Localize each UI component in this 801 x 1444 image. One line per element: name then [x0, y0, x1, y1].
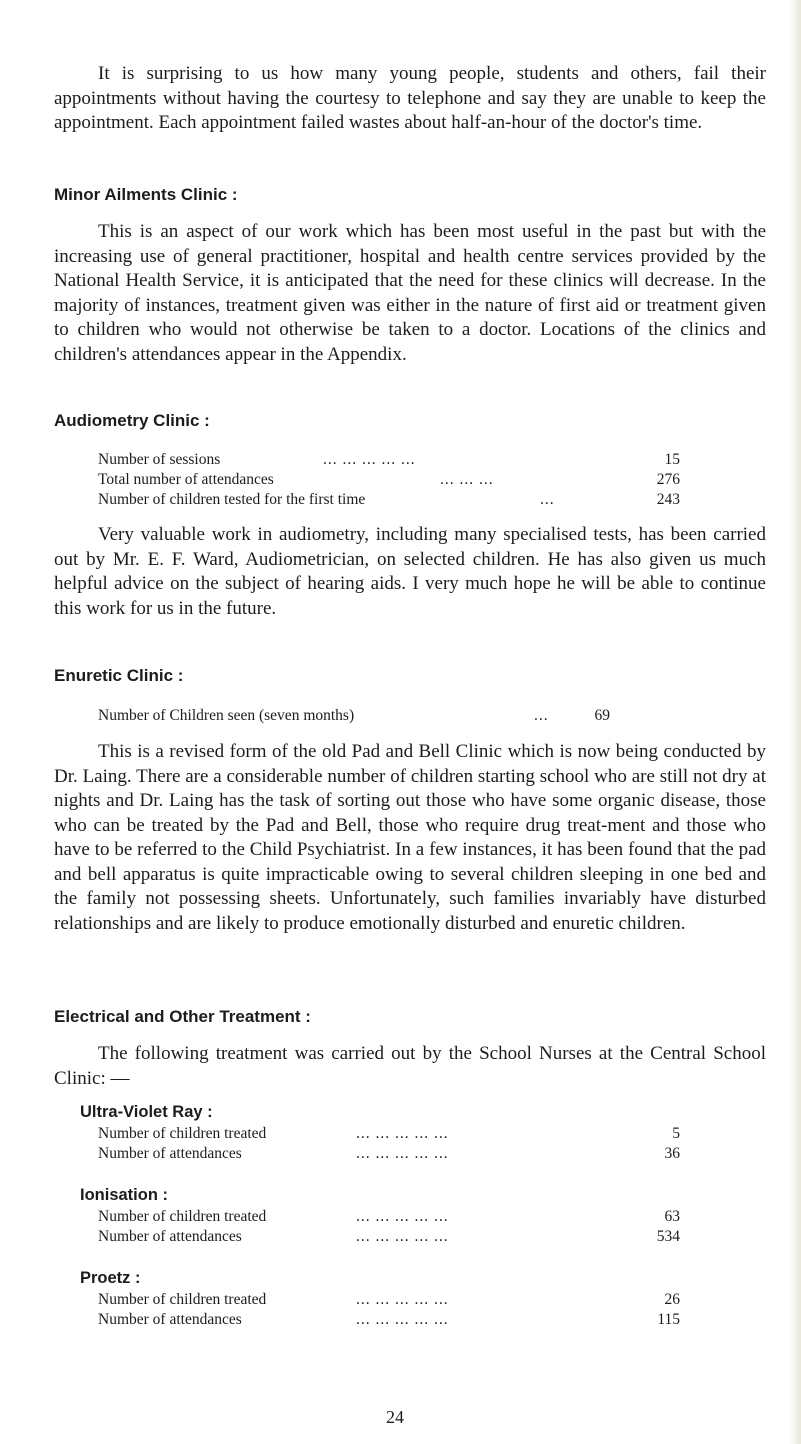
row-value: 69 [594, 707, 610, 724]
audiometry-row-first-time [98, 490, 680, 510]
row-leader: ... ... ... [440, 471, 494, 488]
enuretic-heading: Enuretic Clinic : [54, 666, 184, 685]
row-leader: ... ... ... ... ... [356, 1291, 449, 1308]
audiometry-row-sessions [98, 450, 680, 470]
ionisation-row-children [98, 1207, 680, 1227]
proetz-row-children [98, 1290, 680, 1310]
row-label: Number of attendances [98, 1311, 242, 1328]
row-label: Number of Children seen (seven months) [98, 707, 355, 724]
row-value: 26 [664, 1291, 680, 1308]
row-value: 534 [656, 1228, 680, 1245]
row-value: 243 [656, 491, 680, 508]
row-value: 63 [664, 1208, 680, 1225]
row-label: Number of children treated [98, 1208, 267, 1225]
row-leader: ... [540, 491, 555, 508]
row-label: Number of sessions [98, 451, 221, 468]
row-leader: ... ... ... ... ... [356, 1208, 449, 1225]
ultra-violet-row-attendances [98, 1144, 680, 1164]
ionisation-heading: Ionisation : [80, 1186, 168, 1204]
row-leader: ... ... ... ... ... [356, 1228, 449, 1245]
row-value: 15 [664, 451, 680, 468]
row-leader: ... ... ... ... ... [323, 451, 416, 468]
row-leader: ... ... ... ... ... [356, 1145, 449, 1162]
enuretic-paragraph: This is a revised form of the old Pad and Bell Clinic which is now being conducted by Dr. Laing. There are a considerable number of children starting school who are still not dry at nights and Dr. Laing has the task of sorting out those who have some organic disease, those who can be treated by the Pad and Bell, those who require drug treat-ment and those who have to be referred to the Child Psychiatrist. In a few instances, it has been found that the pad and bell apparatus is quite impracticable owing to several children sleeping in one bed and the family not possessing sheets. Unfortunately, such families invariably have disturbed relationships and are likely to produce emotionally disturbed and enuretic children. [54, 741, 766, 934]
audiometry-heading: Audiometry Clinic : [54, 411, 210, 430]
row-value: 276 [656, 471, 680, 488]
row-value: 5 [672, 1125, 680, 1142]
row-leader: ... [534, 707, 549, 724]
enuretic-row-children-seen [98, 706, 610, 726]
proetz-row-attendances [98, 1310, 680, 1330]
electrical-heading: Electrical and Other Treatment : [54, 1007, 311, 1026]
page-edge-shadow [789, 0, 801, 1444]
row-label: Number of attendances [98, 1228, 242, 1245]
proetz-heading: Proetz : [80, 1269, 141, 1287]
row-leader: ... ... ... ... ... [356, 1125, 449, 1142]
row-label: Number of children treated [98, 1125, 267, 1142]
electrical-paragraph: The following treatment was carried out by the School Nurses at the Central School Clinic: — [54, 1043, 766, 1089]
ionisation-row-attendances [98, 1227, 680, 1247]
row-value: 115 [657, 1311, 680, 1328]
row-label: Number of children treated [98, 1291, 267, 1308]
row-label: Total number of attendances [98, 471, 274, 488]
row-label: Number of attendances [98, 1145, 242, 1162]
audiometry-row-attendances [98, 470, 680, 490]
page-number: 24 [386, 1407, 404, 1427]
row-value: 36 [664, 1145, 680, 1162]
ultra-violet-heading: Ultra-Violet Ray : [80, 1103, 213, 1121]
intro-paragraph: It is surprising to us how many young people, students and others, fail their appointments without having the courtesy to telephone and say they are unable to keep the appointment. Each appointment failed wastes about half-an-hour of the doctor's time. [54, 63, 766, 133]
minor-ailments-paragraph: This is an aspect of our work which has been most useful in the past but with the increasing use of general practitioner, hospital and health centre services provided by the National Health Service, it is anticipated that the need for these clinics will decrease. In the majority of instances, treatment given was either in the nature of first aid or treatment given to children who would not otherwise be taken to a doctor. Locations of the clinics and children's attendances appear in the Appendix. [54, 221, 766, 365]
ultra-violet-row-children [98, 1124, 680, 1144]
audiometry-paragraph: Very valuable work in audiometry, including many specialised tests, has been carried out by Mr. E. F. Ward, Audiometrician, on selected children. He has also given us much helpful advice on the subject of hearing aids. I very much hope he will be able to continue this work for us in the future. [54, 524, 766, 619]
row-leader: ... ... ... ... ... [356, 1311, 449, 1328]
minor-ailments-heading: Minor Ailments Clinic : [54, 185, 238, 204]
row-label: Number of children tested for the first time [98, 491, 366, 508]
